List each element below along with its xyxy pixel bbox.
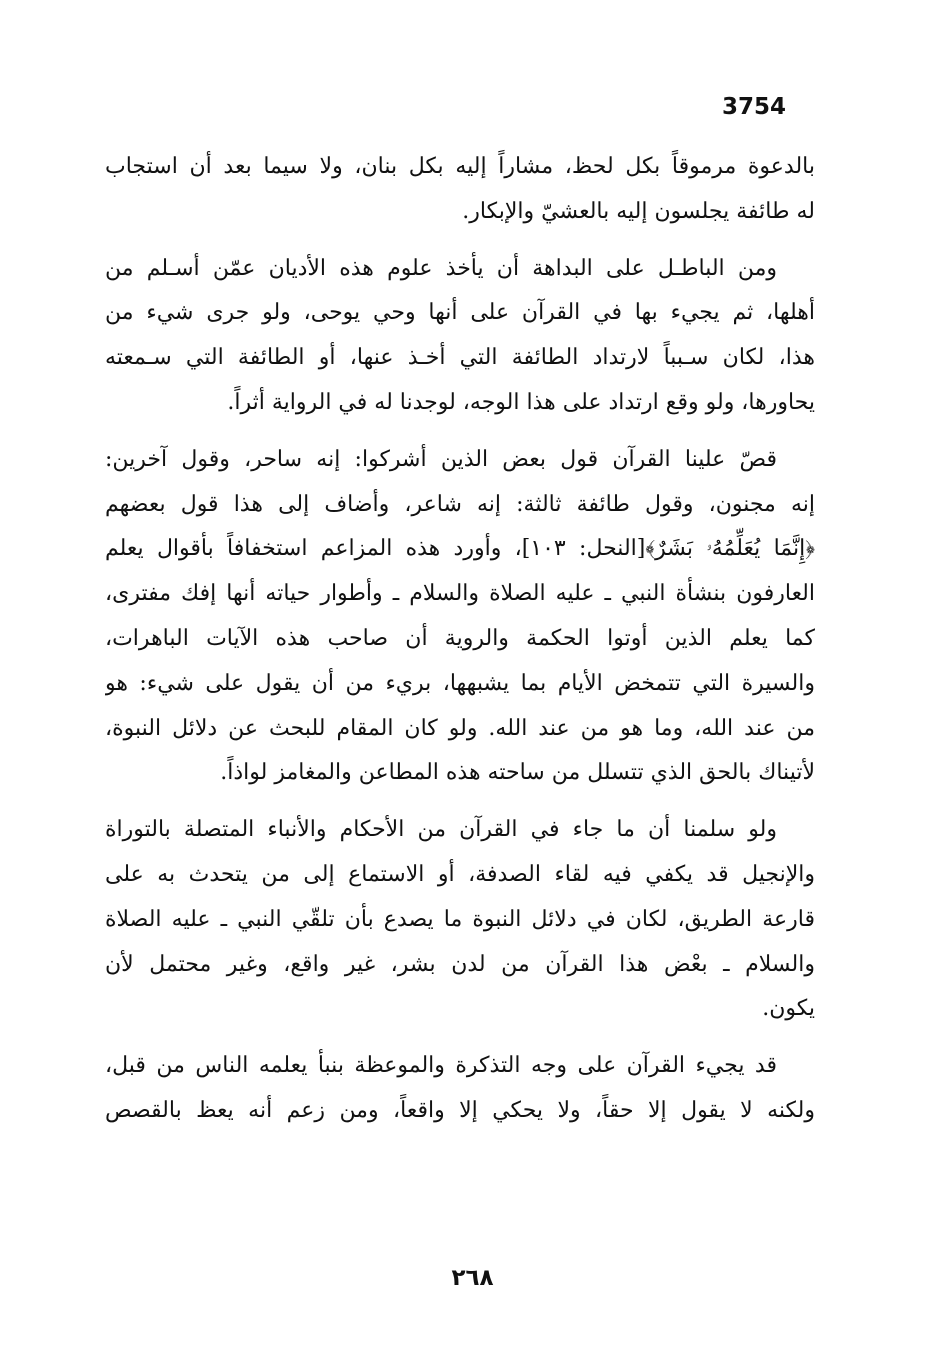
body-text: [105, 145, 815, 1134]
text-line: يحاورها، ولو وقع ارتداد على هذا الوجه، لوجدنا له في الرواية أثراً.: [227, 389, 815, 415]
text-line: ﴿إِنَّمَا يُعَلِّمُهُۥ بَشَرٌ﴾[النحل: ١٠٣]، وأورد هذه المزاعم استخفافاً بأقوال يعلم: [105, 536, 815, 562]
text-line: قد يجيء القرآن على وجه التذكرة والموعظة بنبأ يعلمه الناس من قبل،: [105, 1053, 777, 1079]
text-line: والسلام ـ بعْض هذا القرآن من لدن بشر، غير واقع، وغير محتمل لأن: [105, 951, 815, 977]
text-line: هذا، لكان سـبباً لارتداد الطائفة التي أخـذ عنها، أو الطائفة التي سـمعته: [105, 345, 815, 371]
text-line: ومن الباطـل على البداهة أن يأخذ علوم هذه الأديان عمّن أسـلم من: [105, 255, 777, 281]
paragraph-gap: [105, 426, 815, 438]
text-line: لأتيناك بالحق الذي تتسلل من ساحته هذه المطاعن والمغامز لواذاً.: [220, 760, 815, 786]
text-line: قصّ علينا القرآن قول بعض الذين أشركوا: إنه ساحر، وقول آخرين:: [105, 446, 777, 472]
text-line: والسيرة التي تتمخض الأيام بما يشبهها، بريء من أن يقول على شيء: هو: [105, 670, 815, 696]
text-line: العارفون بنشأة النبي ـ عليه الصلاة والسلام ـ وأطوار حياته أنها إفك مفترى،: [105, 581, 815, 607]
paragraph-gap: [105, 235, 815, 247]
paragraph-gap: [105, 796, 815, 808]
text-line: من عند الله، وما هو من عند الله. ولو كان المقام للبحث عن دلائل النبوة،: [105, 715, 815, 741]
page-number-top: 3754: [722, 94, 787, 120]
text-line: كما يعلم الذين أوتوا الحكمة والروية أن صاحب هذه الآيات الباهرات،: [105, 625, 815, 651]
paragraph-gap: [105, 1032, 815, 1044]
text-line: أهلها، ثم يجيء بها في القرآن على أنها وحي يوحى، ولو جرى شيء من: [105, 300, 815, 326]
text-line: والإنجيل قد يكفي فيه لقاء الصدفة، أو الاستماع إلى من يتحدث به على: [105, 861, 815, 887]
text-line: ولكنه لا يقول إلا حقاً، ولا يحكي إلا واقعاً، ومن زعم أنه يعظ بالقصص: [105, 1097, 815, 1123]
page-number-bottom: ٢٦٨: [451, 1265, 494, 1291]
text-line: إنه مجنون، وقول طائفة ثالثة: إنه شاعر، وأضاف إلى هذا قول بعضهم: [105, 491, 815, 517]
text-line: بالدعوة مرموقاً بكل لحظ، مشاراً إليه بكل بنان، ولا سيما بعد أن استجاب: [105, 154, 815, 179]
text-line: ولو سلمنا أن ما جاء في القرآن من الأحكام والأنباء المتصلة بالتوراة: [105, 817, 777, 843]
text-line: قارعة الطريق، لكان في دلائل النبوة ما يصدع بأن تلقّي النبي ـ عليه الصلاة: [105, 906, 815, 932]
text-line: يكون.: [762, 996, 815, 1022]
text-line: له طائفة يجلسون إليه بالعشيّ والإبكار.: [462, 198, 815, 224]
